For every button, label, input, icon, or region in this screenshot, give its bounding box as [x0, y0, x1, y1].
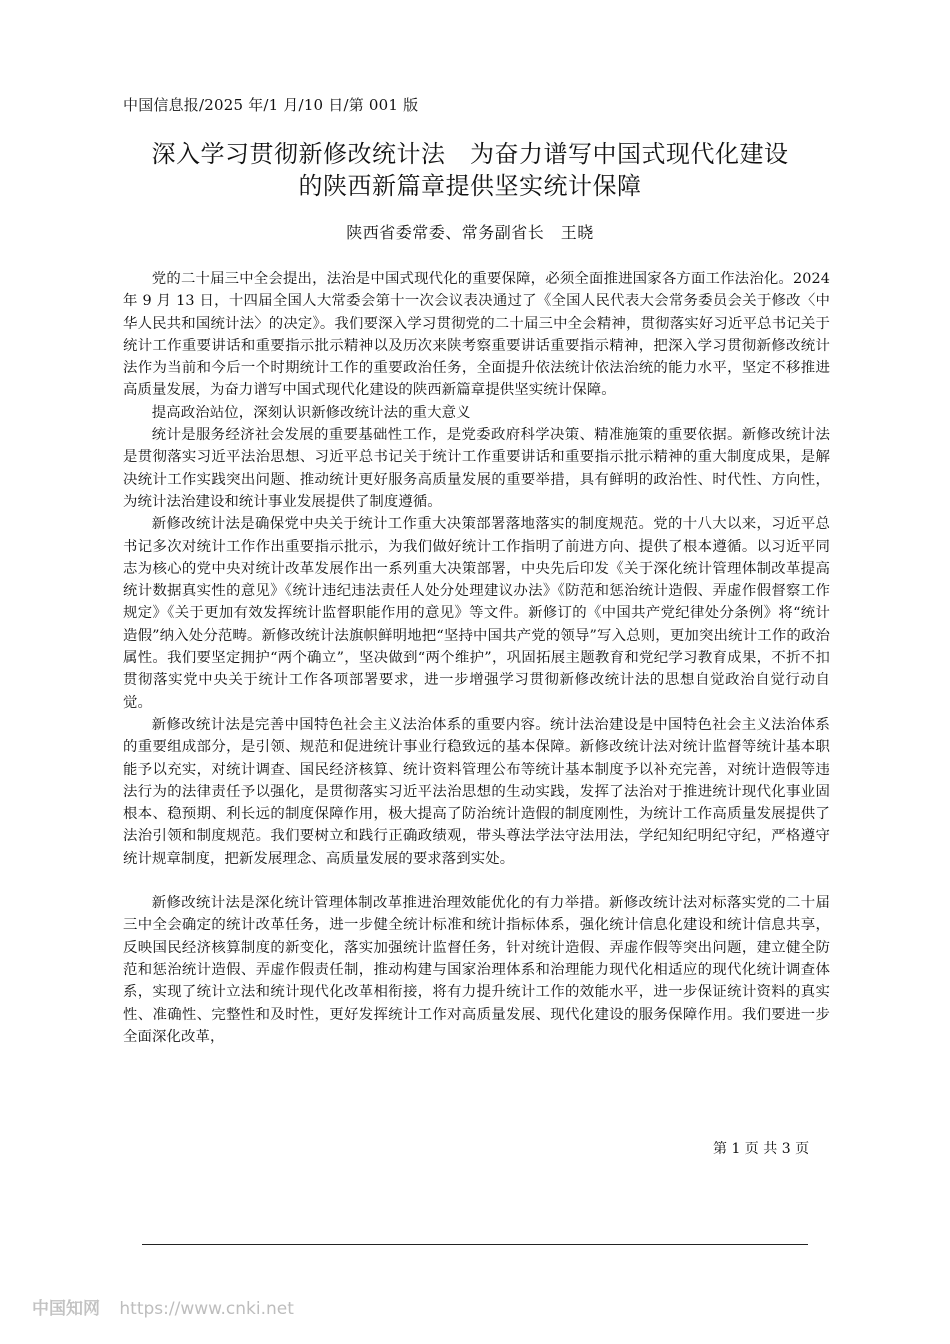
author-byline: 陕西省委常委、常务副省长 王晓: [346, 223, 594, 242]
paragraph: 新修改统计法是确保党中央关于统计工作重大决策部署落地落实的制度规范。党的十八大以来，习近平总书记多次对统计工作作出重要指示批示，为我们做好统计工作指明了前进方向、提供了根本遵循。以习近平同志为核心的党中央对统计改革发展作出一系列重大决策部署，中央先后印发《关于深化统计管理体制改革提高统计数据真实性的意见》《统计违纪违法责任人处分处理建议办法》《防范和惩治统计造假、弄虚作假督察工作规定》《关于更加有效发挥统计监督职能作用的意见》等文件。新修订的《中国共产党纪律处分条例》将“统计造假”纳入处分范畴。新修改统计法旗帜鲜明地把“坚持中国共产党的领导”写入总则，更加突出统计工作的政治属性。我们要坚定拥护“两个确立”，坚决做到“两个维护”，巩固拓展主题教育和党纪学习教育成果，不折不扣贯彻落实党中央关于统计工作各项部署要求，进一步增强学习贯彻新修改统计法的思想自觉政治自觉行动自觉。: [123, 516, 830, 711]
footer-divider: [142, 1244, 808, 1245]
paragraph: 统计是服务经济社会发展的重要基础性工作，是党委政府科学决策、精准施策的重要依据。新修改统计法是贯彻落实习近平法治思想、习近平总书记关于统计工作重要讲话和重要指示批示精神的重大制度成果，是解决统计工作实践突出问题、推动统计更好服务高质量发展的重要举措，具有鲜明的政治性、时代性、方向性，为统计法治建设和统计事业发展提供了制度遵循。: [123, 427, 830, 510]
cnki-watermark: [32, 1294, 294, 1319]
paragraph: 新修改统计法是深化统计管理体制改革推进治理效能优化的有力举措。新修改统计法对标落实党的二十届三中全会确定的统计改革任务，进一步健全统计标准和统计指标体系，强化统计信息化建设和统计信息共享，反映国民经济核算制度的新变化，落实加强统计监督任务，针对统计造假、弄虚作假等突出问题，建立健全防范和惩治统计造假、弄虚作假责任制，推动构建与国家治理体系和治理能力现代化相适应的现代化统计调查体系，实现了统计立法和统计现代化改革相衔接，将有力提升统计工作的效能水平，进一步保证统计资料的真实性、准确性、完整性和及时性，更好发挥统计工作对高质量发展、现代化建设的服务保障作用。我们要进一步全面深化改革，: [123, 895, 830, 1045]
source-line: 中国信息报/2025 年/1 月/10 日/第 001 版: [123, 96, 419, 114]
watermark-site-name: 中国知网: [32, 1299, 100, 1319]
section-heading: 提高政治站位，深刻认识新修改统计法的重大意义: [151, 404, 471, 421]
article-title-line-2: 的陕西新篇章提供坚实统计保障: [298, 172, 642, 200]
article-title: [100, 138, 840, 202]
watermark-url: https://www.cnki.net: [119, 1299, 294, 1319]
article-title-line-1: 深入学习贯彻新修改统计法 为奋力谱写中国式现代化建设: [151, 140, 789, 168]
paragraph: 新修改统计法是完善中国特色社会主义法治体系的重要内容。统计法治建设是中国特色社会主义法治体系的重要组成部分，是引领、规范和促进统计事业行稳致远的基本保障。新修改统计法对统计监督等统计基本职能予以充实，对统计调查、国民经济核算、统计资料管理公布等统计基本制度予以补充完善，对统计造假等违法行为的法律责任予以强化，是贯彻落实习近平法治思想的生动实践，发挥了法治对于推进统计现代化事业固根本、稳预期、利长远的制度保障作用，极大提高了防治统计造假的制度刚性，为统计工作高质量发展提供了法治引领和制度规范。我们要树立和践行正确政绩观，带头尊法学法守法用法，学纪知纪明纪守纪，严格遵守统计规章制度，把新发展理念、高质量发展的要求落到实处。: [123, 716, 830, 867]
page-number: 第 1 页 共 3 页: [713, 1141, 810, 1157]
paragraph: 党的二十届三中全会提出，法治是中国式现代化的重要保障，必须全面推进国家各方面工作法治化。2024 年 9 月 13 日，十四届全国人大常委会第十一次会议表决通过了《全国人民代表大会常务委员会关于修改〈中华人民共和国统计法〉的决定》。我们要深入学习贯彻党的二十届三中全会精神，贯彻落实好习近平总书记关于统计工作重要讲话和重要指示批示精神以及历次来陕考察重要讲话重要指示精神，把深入学习贯彻新修改统计法作为当前和今后一个时期统计工作的重要政治任务，全面提升依法统计依法治统的能力水平，坚定不移推进高质量发展，为奋力谱写中国式现代化建设的陕西新篇章提供坚实统计保障。: [123, 271, 830, 399]
article-body: [123, 268, 830, 1048]
